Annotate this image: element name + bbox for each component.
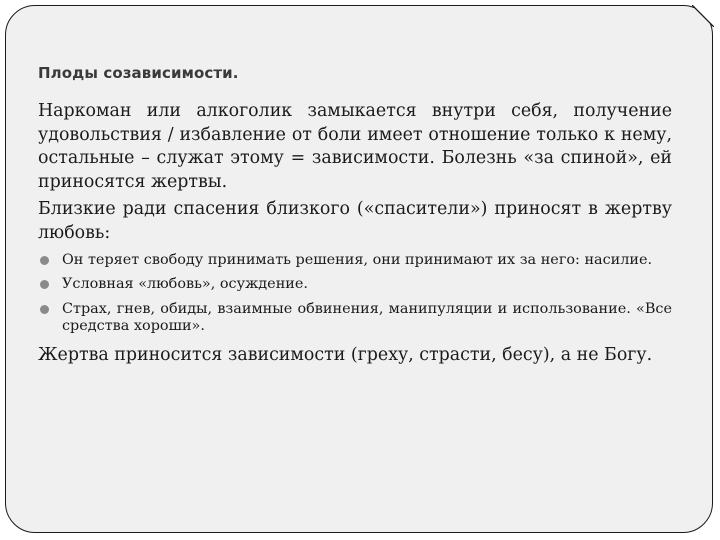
paragraph-rescuers: Близкие ради спасения близкого («спасители») приносят в жертву любовь: (38, 199, 672, 243)
paragraph-sacrifice: Жертва приносится зависимости (греху, страсти, бесу), а не Богу. (38, 344, 653, 365)
list-item (52, 252, 672, 270)
list-item-text: Он теряет свободу принимать решения, они принимают их за него: насилие. (62, 251, 653, 268)
bullet-icon (40, 280, 49, 289)
page-corner-fold (692, 5, 714, 27)
slide-title: Плоды созависимости. (38, 64, 239, 82)
paragraph-addict: Наркоман или алкоголик замыкается внутри себя, получение удовольствия / избавление от боли имеет отношение только к нему, остальные – служат этому = зависимости. Болезнь «за спиной», ей приносятся жертвы. (38, 101, 672, 192)
list-item (52, 276, 672, 294)
list-item-text: Страх, гнев, обиды, взаимные обвинения, манипуляции и использование. «Все средства хороши». (62, 300, 672, 335)
list-item (52, 301, 672, 336)
list-item-text: Условная «любовь», осуждение. (62, 276, 308, 293)
bullet-icon (40, 305, 49, 314)
bullet-icon (40, 256, 49, 265)
slide-body (38, 100, 672, 371)
bullet-list (38, 252, 672, 336)
